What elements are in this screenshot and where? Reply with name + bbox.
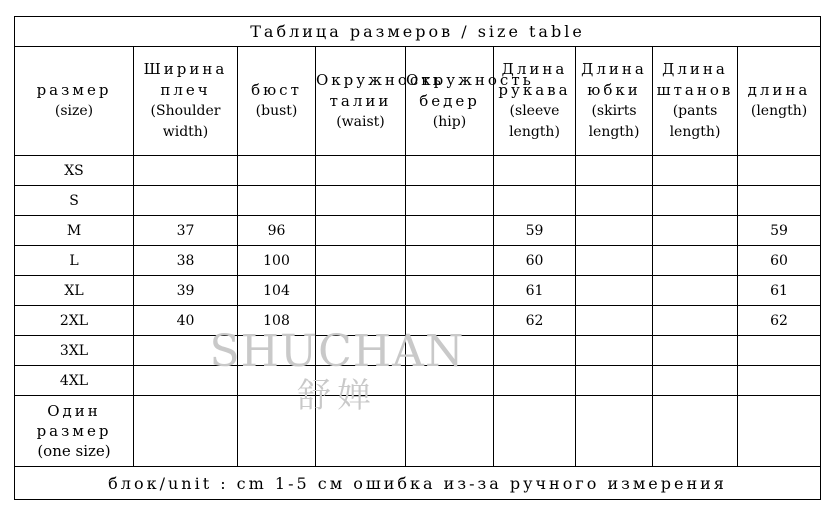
measurement-cell (406, 246, 494, 276)
size-label-cell: XS (15, 156, 134, 186)
size-label-cell: 3XL (15, 336, 134, 366)
measurement-cell (316, 186, 406, 216)
measurement-cell (576, 276, 653, 306)
column-header-ru: Окружность талии (316, 70, 444, 110)
measurement-cell (406, 306, 494, 336)
column-header-ru: бюст (251, 81, 302, 99)
measurement-cell: 96 (238, 216, 316, 246)
size-label-cell: XL (15, 276, 134, 306)
measurement-cell (316, 246, 406, 276)
header-row (15, 47, 821, 156)
table-row (15, 306, 821, 336)
column-header-ru: длина (747, 81, 811, 99)
one-size-en: (one size) (37, 442, 111, 460)
measurement-cell (316, 276, 406, 306)
measurement-cell (494, 336, 576, 366)
measurement-cell: 60 (494, 246, 576, 276)
measurement-cell (738, 366, 821, 396)
measurement-cell (238, 336, 316, 366)
measurement-cell (406, 156, 494, 186)
measurement-cell (406, 366, 494, 396)
measurement-cell: 108 (238, 306, 316, 336)
table-footer-note: блок/unit : cm 1-5 см ошибка из-за ручного измерения (15, 467, 821, 500)
size-label-cell: 2XL (15, 306, 134, 336)
column-header-ru: размер (36, 81, 112, 99)
measurement-cell (316, 366, 406, 396)
column-header-en: (bust) (255, 103, 298, 119)
size-label-cell: 4XL (15, 366, 134, 396)
measurement-cell (316, 156, 406, 186)
measurement-cell (406, 216, 494, 246)
measurement-cell: 61 (494, 276, 576, 306)
measurement-cell (576, 216, 653, 246)
measurement-cell (653, 306, 738, 336)
measurement-cell (576, 366, 653, 396)
measurement-cell: 59 (494, 216, 576, 246)
measurement-cell (653, 216, 738, 246)
measurement-cell (653, 246, 738, 276)
measurement-cell (316, 396, 406, 467)
table-row (15, 156, 821, 186)
measurement-cell: 62 (738, 306, 821, 336)
column-header (316, 47, 444, 156)
column-header (653, 47, 738, 156)
measurement-cell (316, 306, 406, 336)
column-header-en: (length) (750, 103, 808, 119)
column-header-ru: Длина рукава (498, 60, 571, 99)
measurement-cell (653, 366, 738, 396)
column-header (238, 47, 316, 156)
measurement-cell (316, 216, 406, 246)
table-row-one-size (15, 396, 821, 467)
measurement-cell (316, 336, 406, 366)
measurement-cell: 37 (134, 216, 238, 246)
column-header (406, 47, 534, 156)
column-header-ru: Длина юбки (581, 60, 647, 99)
measurement-cell: 39 (134, 276, 238, 306)
measurement-cell (576, 156, 653, 186)
column-header (738, 47, 821, 156)
title-row (15, 17, 821, 47)
one-size-label-cell (15, 396, 134, 467)
measurement-cell (238, 396, 316, 467)
measurement-cell (406, 276, 494, 306)
measurement-cell (576, 246, 653, 276)
column-header-en: (size) (54, 103, 94, 119)
column-header (134, 47, 238, 156)
measurement-cell (653, 336, 738, 366)
column-header-ru: Окружность бедер (406, 70, 534, 110)
measurement-cell: 38 (134, 246, 238, 276)
measurement-cell (134, 396, 238, 467)
column-header-en: (pants length) (669, 103, 721, 140)
watermark-chinese: 舒婵 (297, 376, 377, 416)
measurement-cell (653, 186, 738, 216)
measurement-cell (238, 186, 316, 216)
table-row (15, 216, 821, 246)
column-header-en: (waist) (336, 113, 385, 130)
measurement-cell: 59 (738, 216, 821, 246)
table-row (15, 366, 821, 396)
size-table-body (15, 17, 821, 500)
watermark-brand: SHUCHAN (209, 326, 465, 377)
column-header (576, 47, 653, 156)
measurement-cell (406, 336, 494, 366)
table-row (15, 276, 821, 306)
column-header-ru: Ширина плеч (143, 60, 228, 99)
measurement-cell (738, 186, 821, 216)
measurement-cell (653, 276, 738, 306)
measurement-cell: 100 (238, 246, 316, 276)
table-title: Таблица размеров / size table (15, 17, 821, 47)
table-row (15, 246, 821, 276)
size-label-cell: L (15, 246, 134, 276)
measurement-cell (738, 396, 821, 467)
measurement-cell (576, 306, 653, 336)
measurement-cell: 61 (738, 276, 821, 306)
measurement-cell (134, 336, 238, 366)
measurement-cell (494, 156, 576, 186)
measurement-cell (406, 396, 494, 467)
measurement-cell: 62 (494, 306, 576, 336)
column-header-en: (skirts length) (588, 103, 640, 140)
table-row (15, 336, 821, 366)
one-size-ru: Один размер (36, 402, 112, 440)
column-header-en: (Shoulder width) (150, 103, 221, 140)
measurement-cell (134, 156, 238, 186)
measurement-cell (576, 396, 653, 467)
size-label-cell: S (15, 186, 134, 216)
measurement-cell (576, 186, 653, 216)
measurement-cell: 60 (738, 246, 821, 276)
measurement-cell (134, 366, 238, 396)
measurement-cell: 40 (134, 306, 238, 336)
measurement-cell (238, 156, 316, 186)
measurement-cell (738, 336, 821, 366)
measurement-cell (238, 366, 316, 396)
measurement-cell (494, 186, 576, 216)
size-label-cell: M (15, 216, 134, 246)
measurement-cell (494, 396, 576, 467)
column-header-en: (hip) (432, 113, 467, 130)
column-header-ru: Длина штанов (656, 60, 734, 99)
footer-row (15, 467, 821, 500)
column-header (494, 47, 576, 156)
measurement-cell: 104 (238, 276, 316, 306)
measurement-cell (738, 156, 821, 186)
measurement-cell (406, 186, 494, 216)
size-table-frame (14, 16, 820, 508)
measurement-cell (653, 156, 738, 186)
measurement-cell (134, 186, 238, 216)
measurement-cell (494, 366, 576, 396)
column-header (15, 47, 134, 156)
table-row (15, 186, 821, 216)
measurement-cell (576, 336, 653, 366)
size-table (14, 16, 821, 500)
column-header-en: (sleeve length) (509, 103, 560, 140)
measurement-cell (653, 396, 738, 467)
